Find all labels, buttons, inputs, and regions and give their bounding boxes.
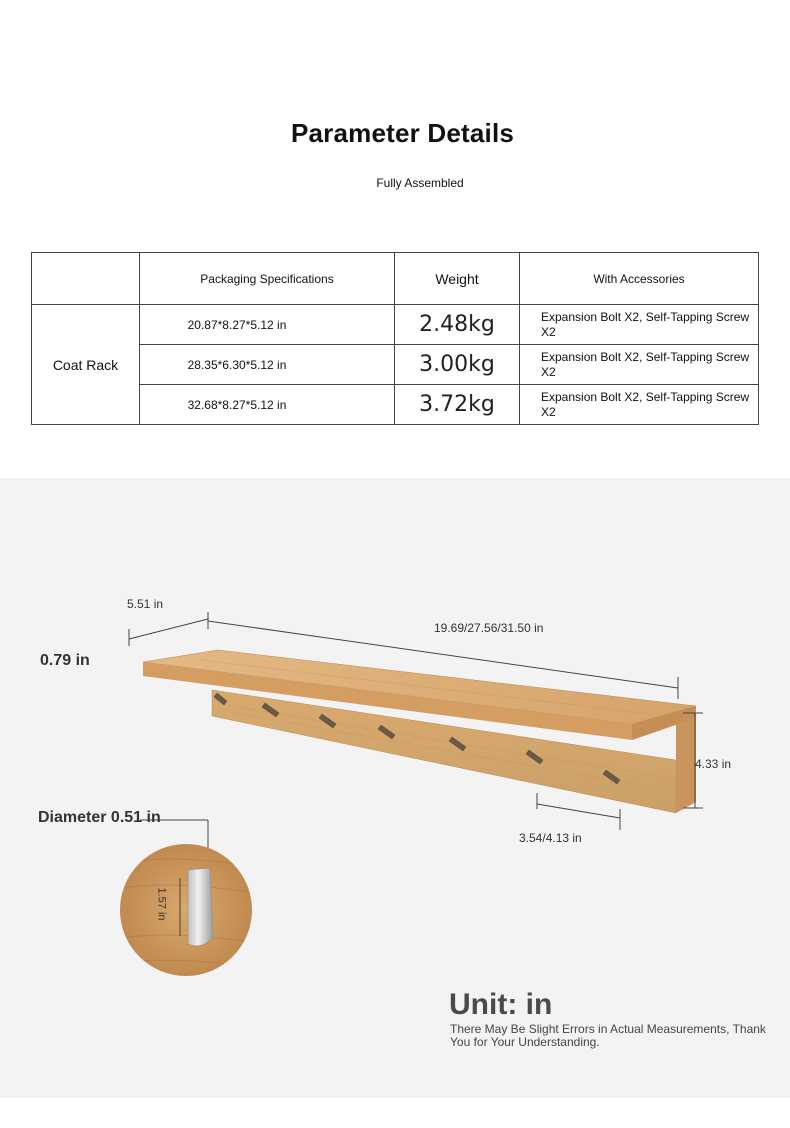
coat-rack-illustration (0, 478, 790, 1098)
table-header-row (32, 253, 759, 305)
row-accessories: Expansion Bolt X2, Self-Tapping Screw X2 (520, 345, 759, 385)
unit-label: Unit: in (449, 988, 553, 1021)
row-size: 28.35*6.30*5.12 in (140, 345, 395, 385)
length-label: 19.69/27.56/31.50 in (434, 621, 544, 635)
measurement-note: There May Be Slight Errors in Actual Measurements, Thank You for Your Understanding. (450, 1022, 766, 1049)
height-label: 4.33 in (695, 757, 732, 771)
row-size: 32.68*8.27*5.12 in (140, 385, 395, 425)
hook-spacing-line (537, 804, 620, 818)
hook-detail-pin (188, 868, 213, 946)
row-accessories: Expansion Bolt X2, Self-Tapping Screw X2 (520, 385, 759, 425)
row-accessories: Expansion Bolt X2, Self-Tapping Screw X2 (520, 305, 759, 345)
diameter-label: Diameter 0.51 in (38, 809, 161, 826)
row-weight: 3.00kg (395, 345, 520, 385)
depth-label: 5.51 in (127, 597, 164, 611)
hook-spacing-label: 3.54/4.13 in (519, 831, 582, 845)
product-name: Coat Rack (32, 305, 140, 425)
row-weight: 3.72kg (395, 385, 520, 425)
dimension-diagram (0, 478, 790, 1098)
header-empty (32, 253, 140, 305)
header-accessories: With Accessories (520, 253, 759, 305)
page-title: Parameter Details (290, 118, 515, 148)
table-row (32, 345, 759, 385)
row-weight: 2.48kg (395, 305, 520, 345)
page-subtitle: Fully Assembled (376, 176, 464, 190)
table-row (32, 305, 759, 345)
spec-table (31, 252, 759, 425)
depth-line (129, 619, 208, 639)
hook-length-label: 1.57 in (155, 887, 168, 921)
row-size: 20.87*8.27*5.12 in (140, 305, 395, 345)
table-row (32, 385, 759, 425)
header-packaging: Packaging Specifications (140, 253, 395, 305)
thickness-label: 0.79 in (40, 652, 90, 669)
header-weight: Weight (395, 253, 520, 305)
